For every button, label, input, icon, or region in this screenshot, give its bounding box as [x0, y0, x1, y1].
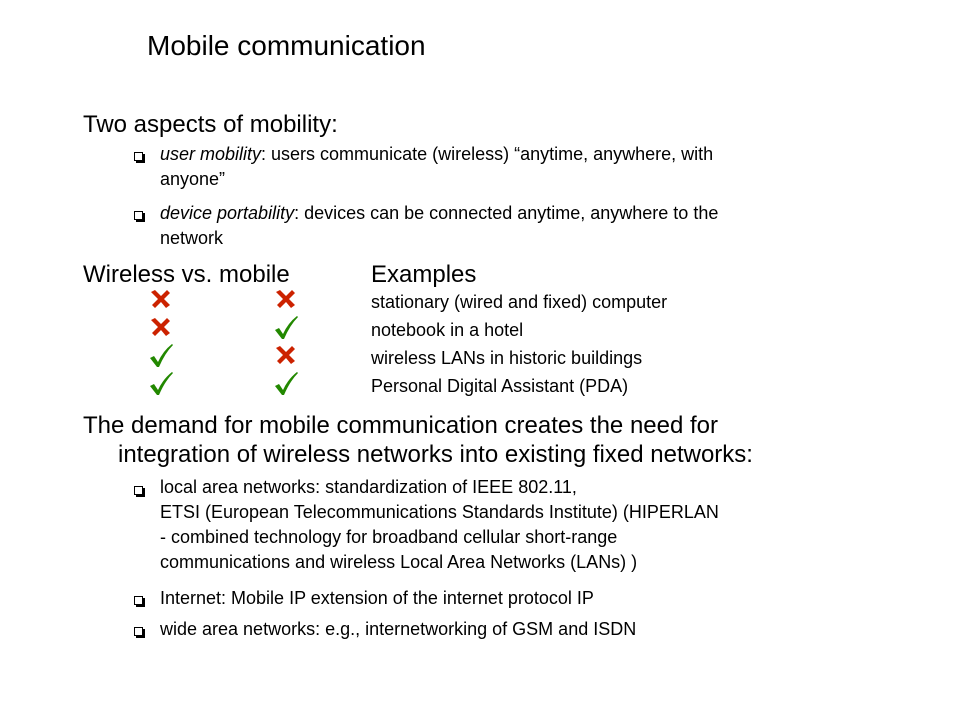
demand-item-line: communications and wireless Local Area Networks (LANs) ) — [160, 552, 638, 572]
aspect-text: : users communicate (wireless) “anytime, anywhere, with — [261, 144, 714, 164]
demand-item-line: Internet: Mobile IP extension of the internet protocol IP — [160, 588, 594, 608]
aspect-text-cont: network — [160, 228, 224, 248]
demand-item-line: - combined technology for broadband cellular short-range — [160, 527, 618, 547]
example-text: wireless LANs in historic buildings — [371, 348, 643, 368]
check-icon — [147, 371, 175, 397]
example-text: notebook in a hotel — [371, 320, 524, 340]
square-bullet-icon — [134, 486, 143, 495]
square-bullet-icon — [134, 152, 143, 161]
demand-item-line: ETSI (European Telecommunications Standards Institute) (HIPERLAN — [160, 502, 719, 522]
demand-item-line: wide area networks: e.g., internetworking of GSM and ISDN — [160, 619, 637, 639]
cross-icon — [272, 343, 300, 369]
example-text: stationary (wired and fixed) computer — [371, 292, 668, 312]
page-title: Mobile communication — [147, 30, 426, 61]
aspect-term: device portability — [160, 203, 295, 223]
check-icon — [272, 315, 300, 341]
square-bullet-icon — [134, 627, 143, 636]
aspect-text-cont: anyone” — [160, 169, 226, 189]
demand-item-line: local area networks: standardization of IEEE 802.11, — [160, 477, 577, 497]
demand-line2: integration of wireless networks into existing fixed networks: — [118, 441, 753, 468]
aspects-heading: Two aspects of mobility: — [83, 111, 338, 138]
cross-icon — [147, 315, 175, 341]
table-col1-header: Wireless vs. mobile — [83, 261, 290, 288]
table-col2-header: Examples — [371, 261, 477, 288]
check-icon — [147, 343, 175, 369]
cross-icon — [272, 287, 300, 313]
cross-icon — [147, 287, 175, 313]
aspect-term: user mobility — [160, 144, 262, 164]
square-bullet-icon — [134, 211, 143, 220]
demand-line1: The demand for mobile communication creates the need for — [83, 412, 719, 439]
square-bullet-icon — [134, 596, 143, 605]
check-icon — [272, 371, 300, 397]
example-text: Personal Digital Assistant (PDA) — [371, 376, 629, 396]
aspect-text: : devices can be connected anytime, anywhere to the — [294, 203, 719, 223]
